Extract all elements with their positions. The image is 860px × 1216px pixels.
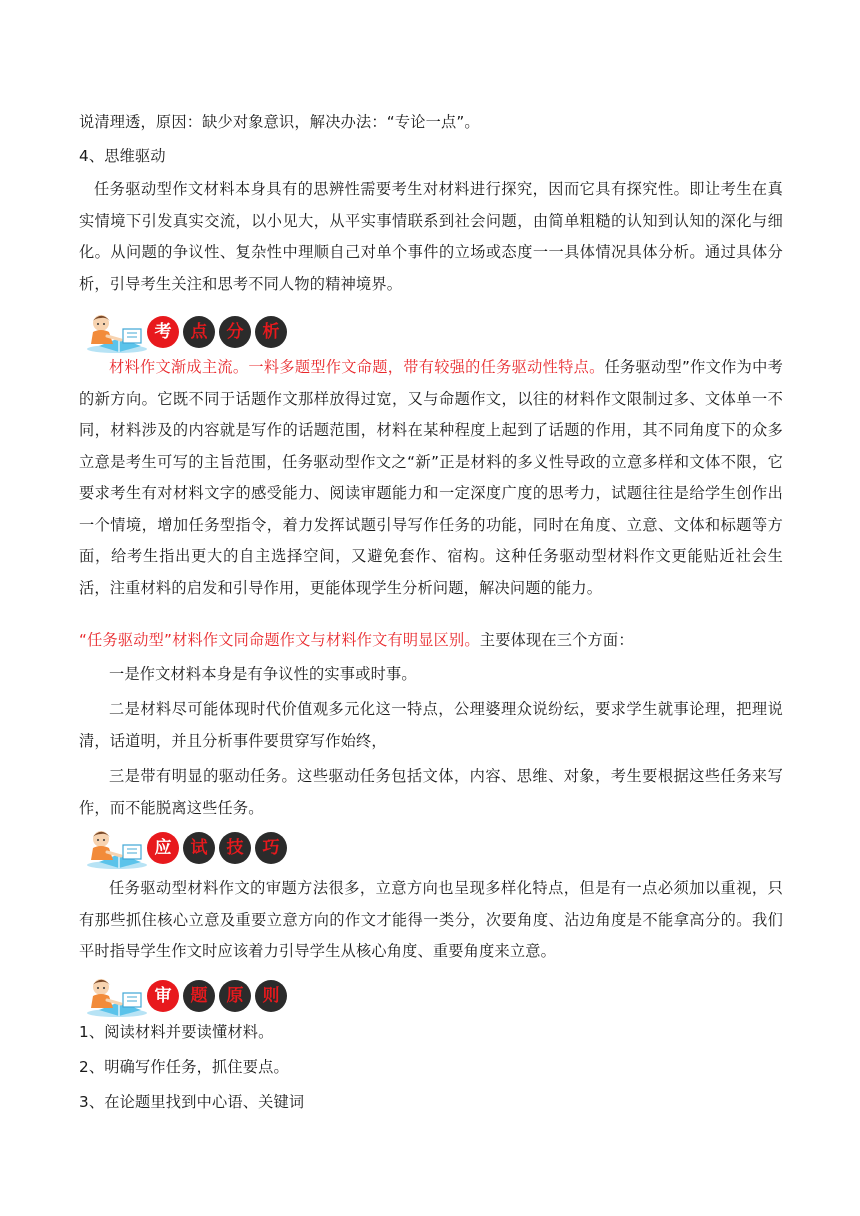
heading-char: 题	[183, 980, 215, 1012]
point-two: 二是材料尽可能体现时代价值观多元化这一特点，公理婆理众说纷纭，要求学生就事论理，把理说清，话道明，并且分析事件要贯穿写作始终，	[79, 700, 783, 750]
point-three: 三是带有明显的驱动任务。这些驱动任务包括文体，内容、思维、对象，考生要根据这些任务来写作，而不能脱离这些任务。	[79, 767, 783, 817]
body-text: 任务驱动型”作文作为中考的新方向。它既不同于话题作文那样放得过宽，又与命题作文，以往的材料作文限制过多、文体单一不同，材料涉及的内容就是写作的话题范围，材料在某种程度上起到了话题的作用，其不同角度下的众多立意是考生可写的主旨范围，任务驱动型作文之“新”正是材料的多义性导政的立意多样和文体不限，它要求考生有对材料文字的感受能力、阅读审题能力和一定深度广度的思考力，试题往往是给学生创作出一个情境，增加任务型指令，着力发挥试题引导写作任务的功能，同时在角度、立意、文体和标题等方面，给考生指出更大的自主选择空间，又避免套作、宿构。这种任务驱动型材料作文更能贴近社会生活，注重材料的启发和引导作用，更能体现学生分析问题，解决问题的能力。	[79, 358, 783, 597]
list-item: 2、明确写作任务，抓住要点。	[79, 1058, 289, 1076]
heading-title	[147, 316, 287, 348]
intro-line: 说清理透，原因：缺少对象意识，解决办法：“专论一点”。	[79, 113, 480, 131]
highlighted-text: 材料作文渐成主流。一料多题型作文命题，带有较强的任务驱动性特点。	[109, 358, 605, 376]
reading-child-icon	[79, 974, 149, 1018]
highlighted-text: “任务驱动型”材料作文同命题作文与材料作文有明显区别。	[79, 631, 480, 649]
heading-title	[147, 980, 287, 1012]
reading-child-icon	[79, 310, 149, 354]
list-item: 1、阅读材料并要读懂材料。	[79, 1023, 274, 1041]
section-heading-kaodian	[79, 310, 287, 354]
section-heading-yingshi	[79, 826, 287, 870]
intro-paragraph: 任务驱动型作文材料本身具有的思辨性需要考生对材料进行探究，因而它具有探究性。即让考生在真实情境下引发真实交流，以小见大，从平实事情联系到社会问题，由简单粗糙的认知到认知的深化与细化。从问题的争议性、复杂性中理顺自己对单个事件的立场或态度一一具体情况具体分析。通过具体分析，引导考生关注和思考不同人物的精神境界。	[79, 180, 783, 293]
list-item: 3、在论题里找到中心语、关键词	[79, 1093, 305, 1111]
heading-char: 应	[147, 832, 179, 864]
point-one: 一是作文材料本身是有争议性的实事或时事。	[109, 665, 417, 683]
yingshi-paragraph: 任务驱动型材料作文的审题方法很多，立意方向也呈现多样化特点，但是有一点必须加以重视，只有那些抓住核心立意及重要立意方向的作文才能得一类分，次要角度、沾边角度是不能拿高分的。我们平时指导学生作文时应该着力引导学生从核心角度、重要角度来立意。	[79, 879, 783, 960]
heading-char: 巧	[255, 832, 287, 864]
kaodian-paragraph	[79, 352, 783, 604]
heading-char: 试	[183, 832, 215, 864]
heading-char: 分	[219, 316, 251, 348]
heading-char: 技	[219, 832, 251, 864]
heading-char: 考	[147, 316, 179, 348]
heading-char: 析	[255, 316, 287, 348]
section-heading-shenti	[79, 974, 287, 1018]
reading-child-icon	[79, 826, 149, 870]
distinction-paragraph	[79, 625, 783, 657]
heading-char: 则	[255, 980, 287, 1012]
heading-title	[147, 832, 287, 864]
item4-title: 4、思维驱动	[79, 147, 166, 165]
heading-char: 审	[147, 980, 179, 1012]
body-text: 主要体现在三个方面：	[479, 631, 634, 649]
heading-char: 点	[183, 316, 215, 348]
heading-char: 原	[219, 980, 251, 1012]
